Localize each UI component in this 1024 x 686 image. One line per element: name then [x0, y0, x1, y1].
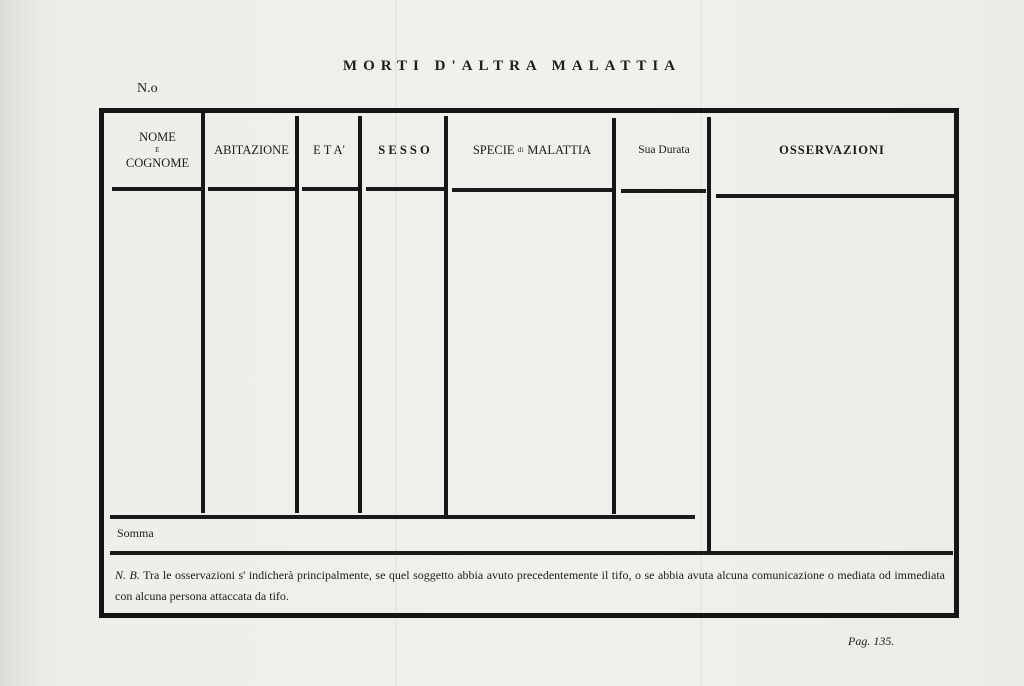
header-rule-specie	[452, 188, 612, 192]
column-divider-6	[707, 117, 711, 552]
column-divider-4	[444, 116, 448, 515]
note-top-rule	[110, 551, 953, 555]
form-title: MORTI D'ALTRA MALATTIA	[342, 58, 682, 74]
column-header-osservazioni: OSSERVAZIONI	[779, 142, 885, 157]
column-header-nome-line3: COGNOME	[125, 155, 190, 170]
somma-top-rule	[110, 515, 695, 519]
column-header-specie-b: di	[517, 146, 525, 154]
header-rule-abitazione	[208, 187, 295, 191]
header-rule-sesso	[366, 187, 445, 191]
column-header-eta: E T A'	[313, 142, 345, 157]
footnote	[115, 565, 945, 607]
column-divider-5	[612, 118, 616, 514]
header-rule-durata	[621, 189, 706, 193]
column-divider-3	[358, 116, 362, 513]
form-number-label: N.o	[137, 81, 158, 96]
column-header-sesso: S E S S O	[378, 142, 430, 157]
column-header-specie-c: MALATTIA	[527, 142, 592, 157]
footnote-text: Tra le osservazioni s' indicherà principalmente, se quel soggetto abbia avuto precedentemente il tifo, o se abbia avuta alcuna comunicazione o mediata od immediata con alcuna persona attaccata da tifo.	[115, 568, 945, 603]
column-header-abitazione: ABITAZIONE	[214, 142, 289, 157]
column-header-specie	[448, 112, 616, 188]
column-header-nome-line1: NOME	[139, 129, 176, 144]
page-number: Pag. 135.	[848, 634, 895, 648]
column-divider-1	[201, 113, 205, 513]
column-header-nome-line2: E	[155, 145, 160, 154]
header-rule-nome	[112, 187, 202, 191]
header-rule-osservazioni	[716, 194, 954, 198]
column-header-durata: Sua Durata	[638, 144, 690, 156]
footnote-prefix: N. B.	[115, 568, 140, 582]
column-header-nome	[110, 112, 205, 188]
header-rule-eta	[302, 187, 358, 191]
somma-label: Somma	[117, 526, 154, 540]
column-header-specie-a: SPECIE	[472, 142, 515, 157]
column-divider-2	[295, 116, 299, 513]
